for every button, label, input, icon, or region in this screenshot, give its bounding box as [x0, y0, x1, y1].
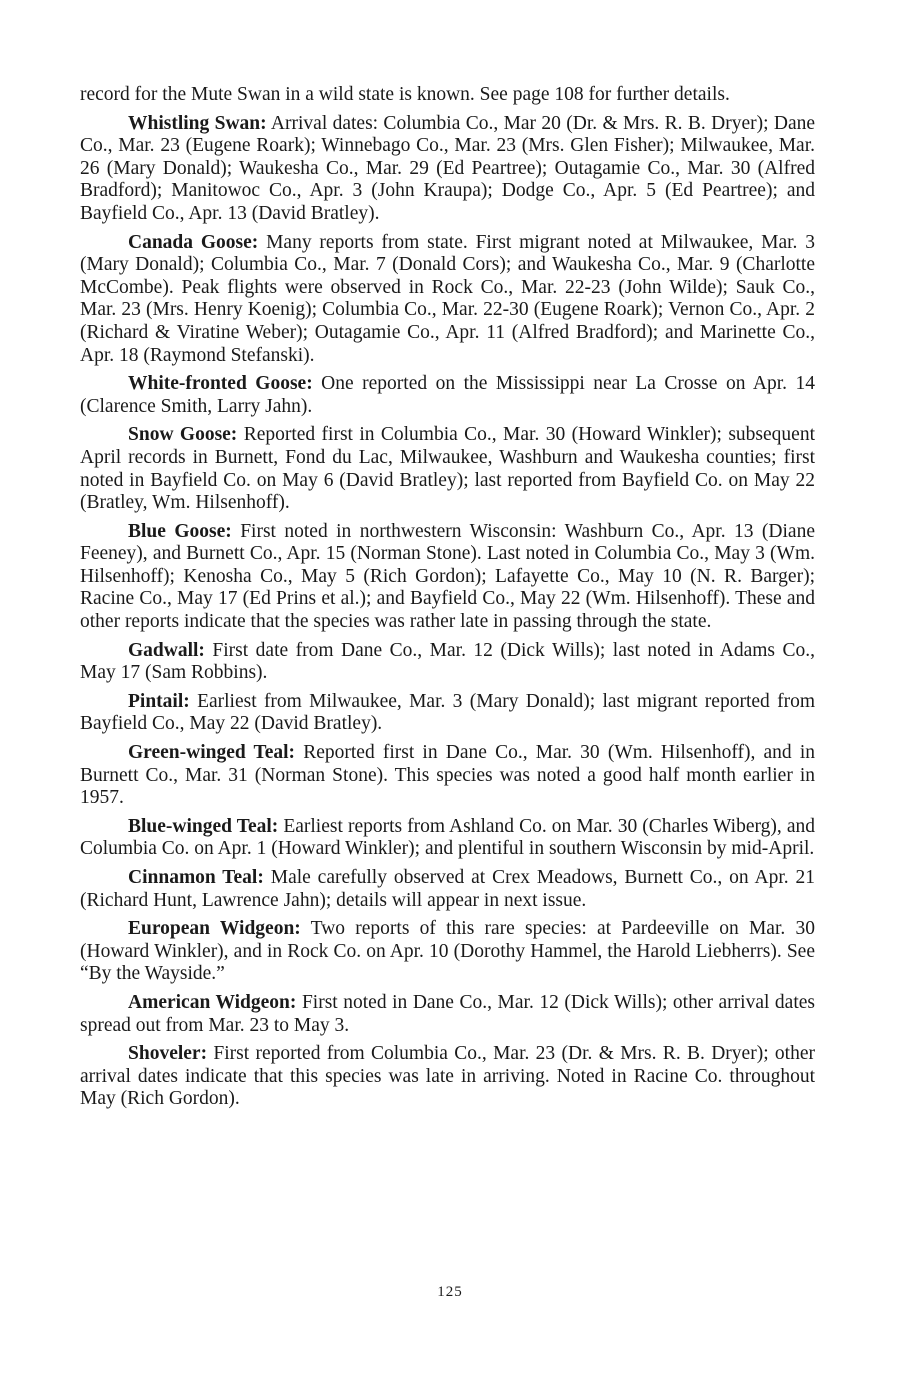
entry-text: Earliest from Milwaukee, Mar. 3 (Mary Donald); last migrant reported from Bayfield Co., May 22 (David Bratley).: [80, 690, 815, 735]
entry-gadwall: [80, 640, 815, 685]
species-name: Whistling Swan:: [128, 112, 267, 134]
intro-paragraph: record for the Mute Swan in a wild state is known. See page 108 for further details.: [80, 84, 730, 105]
species-name: Cinnamon Teal:: [128, 867, 264, 888]
species-name: Green-winged Teal:: [128, 742, 296, 764]
entry-cinnamon-teal: [80, 867, 815, 912]
species-name: Gadwall:: [128, 639, 205, 661]
entry-american-widgeon: [80, 992, 815, 1037]
species-name: Blue-winged Teal:: [128, 815, 279, 837]
entry-text: Reported first in Dane Co., Mar. 30 (Wm. Hilsenhoff), and in Burnett Co., Mar. 31 (Norman Stone). This species was noted a good half month earlier in 1957.: [80, 742, 815, 809]
species-name: Pintail:: [128, 690, 190, 712]
entry-text: First noted in Dane Co., Mar. 12 (Dick Wills); other arrival dates spread out from Mar. 23 to May 3.: [80, 991, 815, 1036]
entry-european-widgeon: [80, 918, 815, 986]
species-name: Canada Goose:: [128, 231, 259, 253]
entry-green-winged-teal: [80, 742, 815, 810]
article-body: [80, 84, 815, 1117]
entry-blue-winged-teal: [80, 816, 815, 861]
entry-canada-goose: [80, 232, 815, 368]
species-name: American Widgeon:: [128, 991, 297, 1013]
species-name: Snow Goose:: [128, 424, 238, 446]
entry-text: Arrival dates: Columbia Co., Mar 20 (Dr. & Mrs. R. B. Dryer); Dane Co., Mar. 23 (Eugene Roark); Winnebago Co., Mar. 23 (Mrs. Glen Fisher); Milwaukee, Mar. 26 (Mary Donald); Waukesha Co., Mar. 29 (Ed Peartree); Outagamie Co., Mar. 30 (Alfred Bradford); Manitowoc Co., Apr. 3 (John Kraupa); Dodge Co., Apr. 5 (Ed Peartree); and Bayfield Co., Apr. 13 (David Bratley).: [80, 112, 816, 224]
entry-snow-goose: [80, 424, 815, 514]
entry-blue-goose: [80, 521, 815, 634]
entry-text: First noted in northwestern Wisconsin: Washburn Co., Apr. 13 (Diane Feeney), and Burnett Co., Apr. 15 (Norman Stone). Last noted in Columbia Co., May 3 (Wm. Hilsenhoff); Kenosha Co., May 5 (Rich Gordon); Lafayette Co., May 10 (N. R. Barger); Racine Co., May 17 (Ed Prins et al.); and Bayfield Co., May 22 (Wm. Hilsenhoff). These and other reports indicate that the species was rather late in passing through the state.: [80, 520, 815, 633]
entry-text: Reported first in Columbia Co., Mar. 30 (Howard Winkler); subsequent April records in Burnett, Fond du Lac, Milwaukee, Washburn and Waukesha counties; first noted in Bayfield Co. on May 6 (David Bratley); last reported from Bayfield Co. on May 22 (Bratley, Wm. Hilsenhoff).: [80, 424, 815, 514]
entry-text: Two reports of this rare species: at Pardeeville on Mar. 30 (Howard Winkler), and in Rock Co. on Apr. 10 (Dorothy Hammel, the Harold Liebherrs). See “By the Wayside.”: [80, 918, 815, 985]
page-number: 125: [437, 1284, 463, 1300]
entry-text: One reported on the Mississippi near La Crosse on Apr. 14 (Clarence Smith, Larry Jahn).: [80, 373, 815, 417]
species-name: Shoveler:: [128, 1043, 208, 1065]
entry-whistling-swan: [80, 113, 815, 226]
species-name: European Widgeon:: [128, 918, 301, 940]
entry-text: First date from Dane Co., Mar. 12 (Dick Wills); last noted in Adams Co., May 17 (Sam Robbins).: [80, 639, 815, 684]
entry-text: Earliest reports from Ashland Co. on Mar. 30 (Charles Wiberg), and Columbia Co. on Apr. 1 (Howard Winkler); and plentiful in southern Wisconsin by mid-April.: [80, 815, 815, 860]
entry-text: Many reports from state. First migrant noted at Milwaukee, Mar. 3 (Mary Donald); Columbia Co., Mar. 7 (Donald Cors); and Waukesha Co., Mar. 9 (Charlotte McCombe). Peak flights were observed in Rock Co., Mar. 22-23 (John Wilde); Sauk Co., Mar. 23 (Mrs. Henry Koenig); Columbia Co., Mar. 22-30 (Eugene Roark); Vernon Co., Apr. 2 (Richard & Viratine Weber); Outagamie Co., Apr. 11 (Alfred Bradford); and Marinette Co., Apr. 18 (Raymond Stefanski).: [80, 231, 815, 366]
entry-shoveler: [80, 1043, 815, 1111]
entry-text: First reported from Columbia Co., Mar. 23 (Dr. & Mrs. R. B. Dryer); other arrival dates indicate that this species was late in arriving. Noted in Racine Co. throughout May (Rich Gordon).: [80, 1043, 815, 1110]
species-name: Blue Goose:: [128, 520, 232, 542]
entry-pintail: [80, 691, 815, 736]
entry-text: Male carefully observed at Crex Meadows, Burnett Co., on Apr. 21 (Richard Hunt, Lawrence Jahn); details will appear in next issue.: [80, 867, 815, 911]
species-name: White-fronted Goose:: [128, 373, 313, 395]
entry-white-fronted-goose: [80, 373, 815, 418]
